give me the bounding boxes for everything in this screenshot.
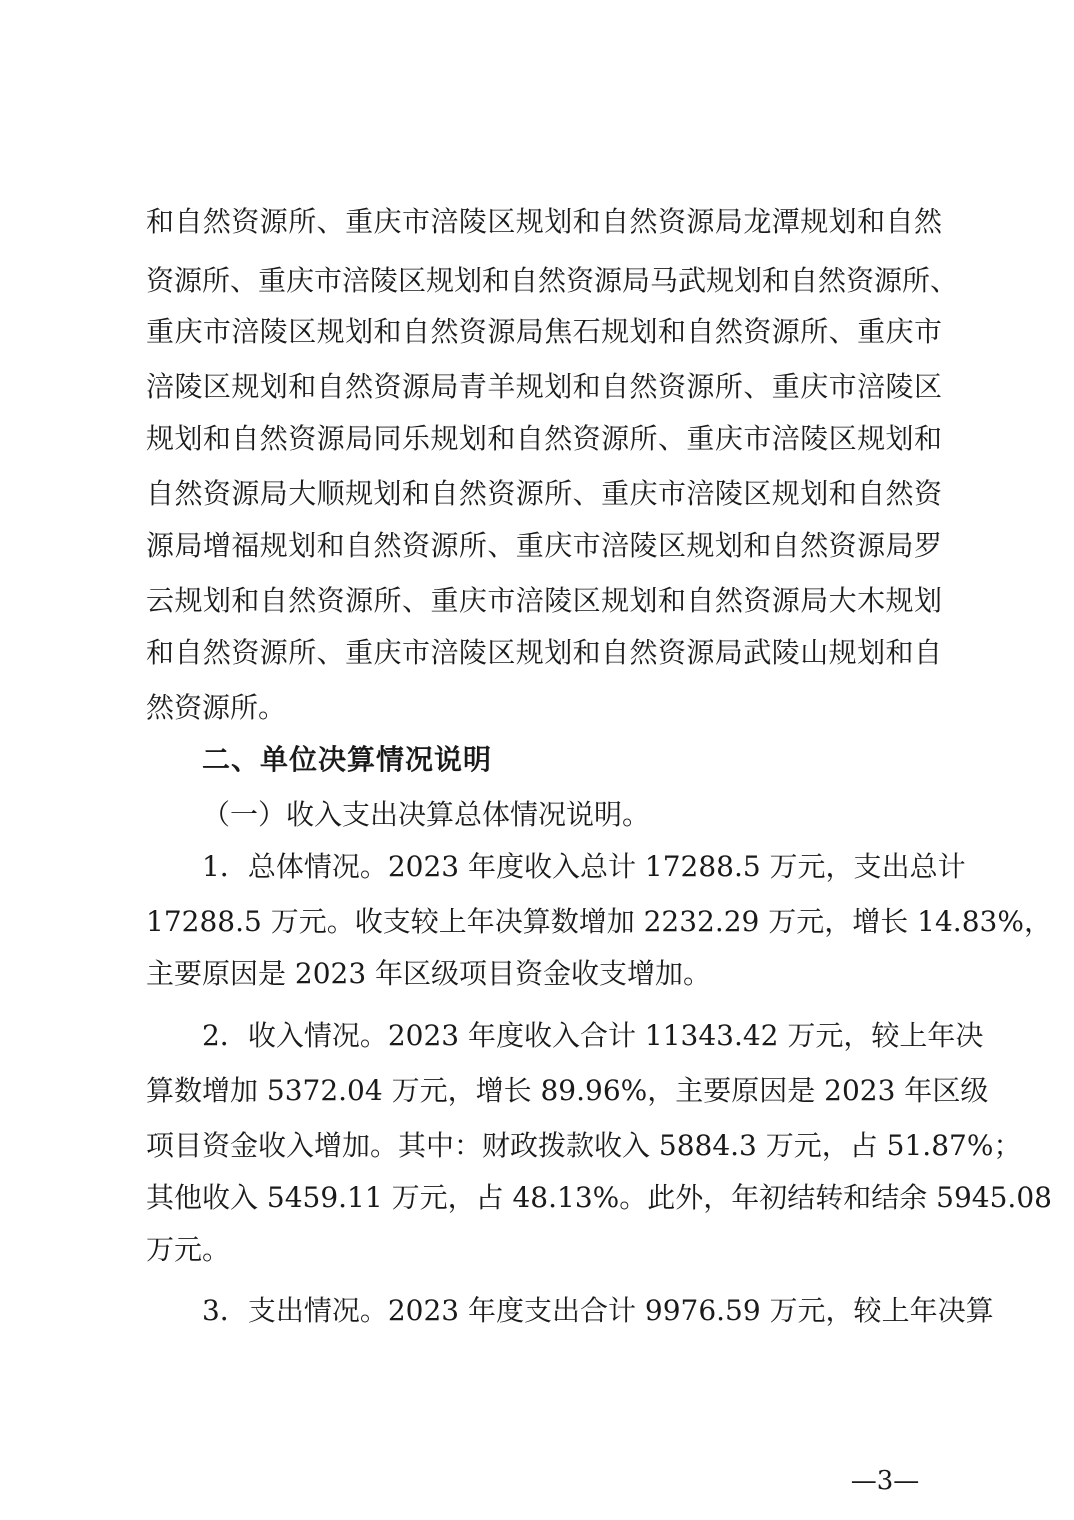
page-number: —3— [850, 1466, 920, 1496]
body-text-line: 2．收入情况。2023 年度收入合计 11343.42 万元，较上年决 [202, 1019, 984, 1052]
body-text-line: 主要原因是 2023 年区级项目资金收支增加。 [146, 957, 712, 990]
body-text-line: 项目资金收入增加。其中：财政拨款收入 5884.3 万元，占 51.87%； [146, 1129, 1022, 1162]
body-text-line: 自然资源局大顺规划和自然资源所、重庆市涪陵区规划和自然资 [146, 477, 942, 510]
body-text-line: 云规划和自然资源所、重庆市涪陵区规划和自然资源局大木规划 [146, 584, 942, 617]
body-text-line: 17288.5 万元。收支较上年决算数增加 2232.29 万元，增长 14.83%， [146, 905, 1052, 938]
body-text-line: 算数增加 5372.04 万元，增长 89.96%，主要原因是 2023 年区级 [146, 1074, 989, 1107]
body-text-line: 规划和自然资源局同乐规划和自然资源所、重庆市涪陵区规划和 [146, 422, 942, 455]
body-text-line: 3．支出情况。2023 年度支出合计 9976.59 万元，较上年决算 [202, 1294, 994, 1327]
body-text-line: 涪陵区规划和自然资源局青羊规划和自然资源所、重庆市涪陵区 [146, 370, 942, 403]
body-text-line: 重庆市涪陵区规划和自然资源局焦石规划和自然资源所、重庆市 [146, 315, 942, 348]
body-text-line: 源局增福规划和自然资源所、重庆市涪陵区规划和自然资源局罗 [146, 529, 942, 562]
body-text-line: 其他收入 5459.11 万元，占 48.13%。此外，年初结转和结余 5945.08 [146, 1181, 1052, 1214]
body-text-line: 1．总体情况。2023 年度收入总计 17288.5 万元，支出总计 [202, 850, 966, 883]
body-text-line: 和自然资源所、重庆市涪陵区规划和自然资源局龙潭规划和自然 [146, 205, 942, 238]
body-text-line: 万元。 [146, 1233, 231, 1266]
body-text-line: 资源所、重庆市涪陵区规划和自然资源局马武规划和自然资源所、 [146, 264, 959, 297]
body-text-line: 然资源所。 [146, 691, 287, 724]
body-text-line: 和自然资源所、重庆市涪陵区规划和自然资源局武陵山规划和自 [146, 636, 942, 669]
subsection-heading: （一）收入支出决算总体情况说明。 [202, 798, 651, 831]
section-heading: 二、单位决算情况说明 [202, 743, 493, 776]
